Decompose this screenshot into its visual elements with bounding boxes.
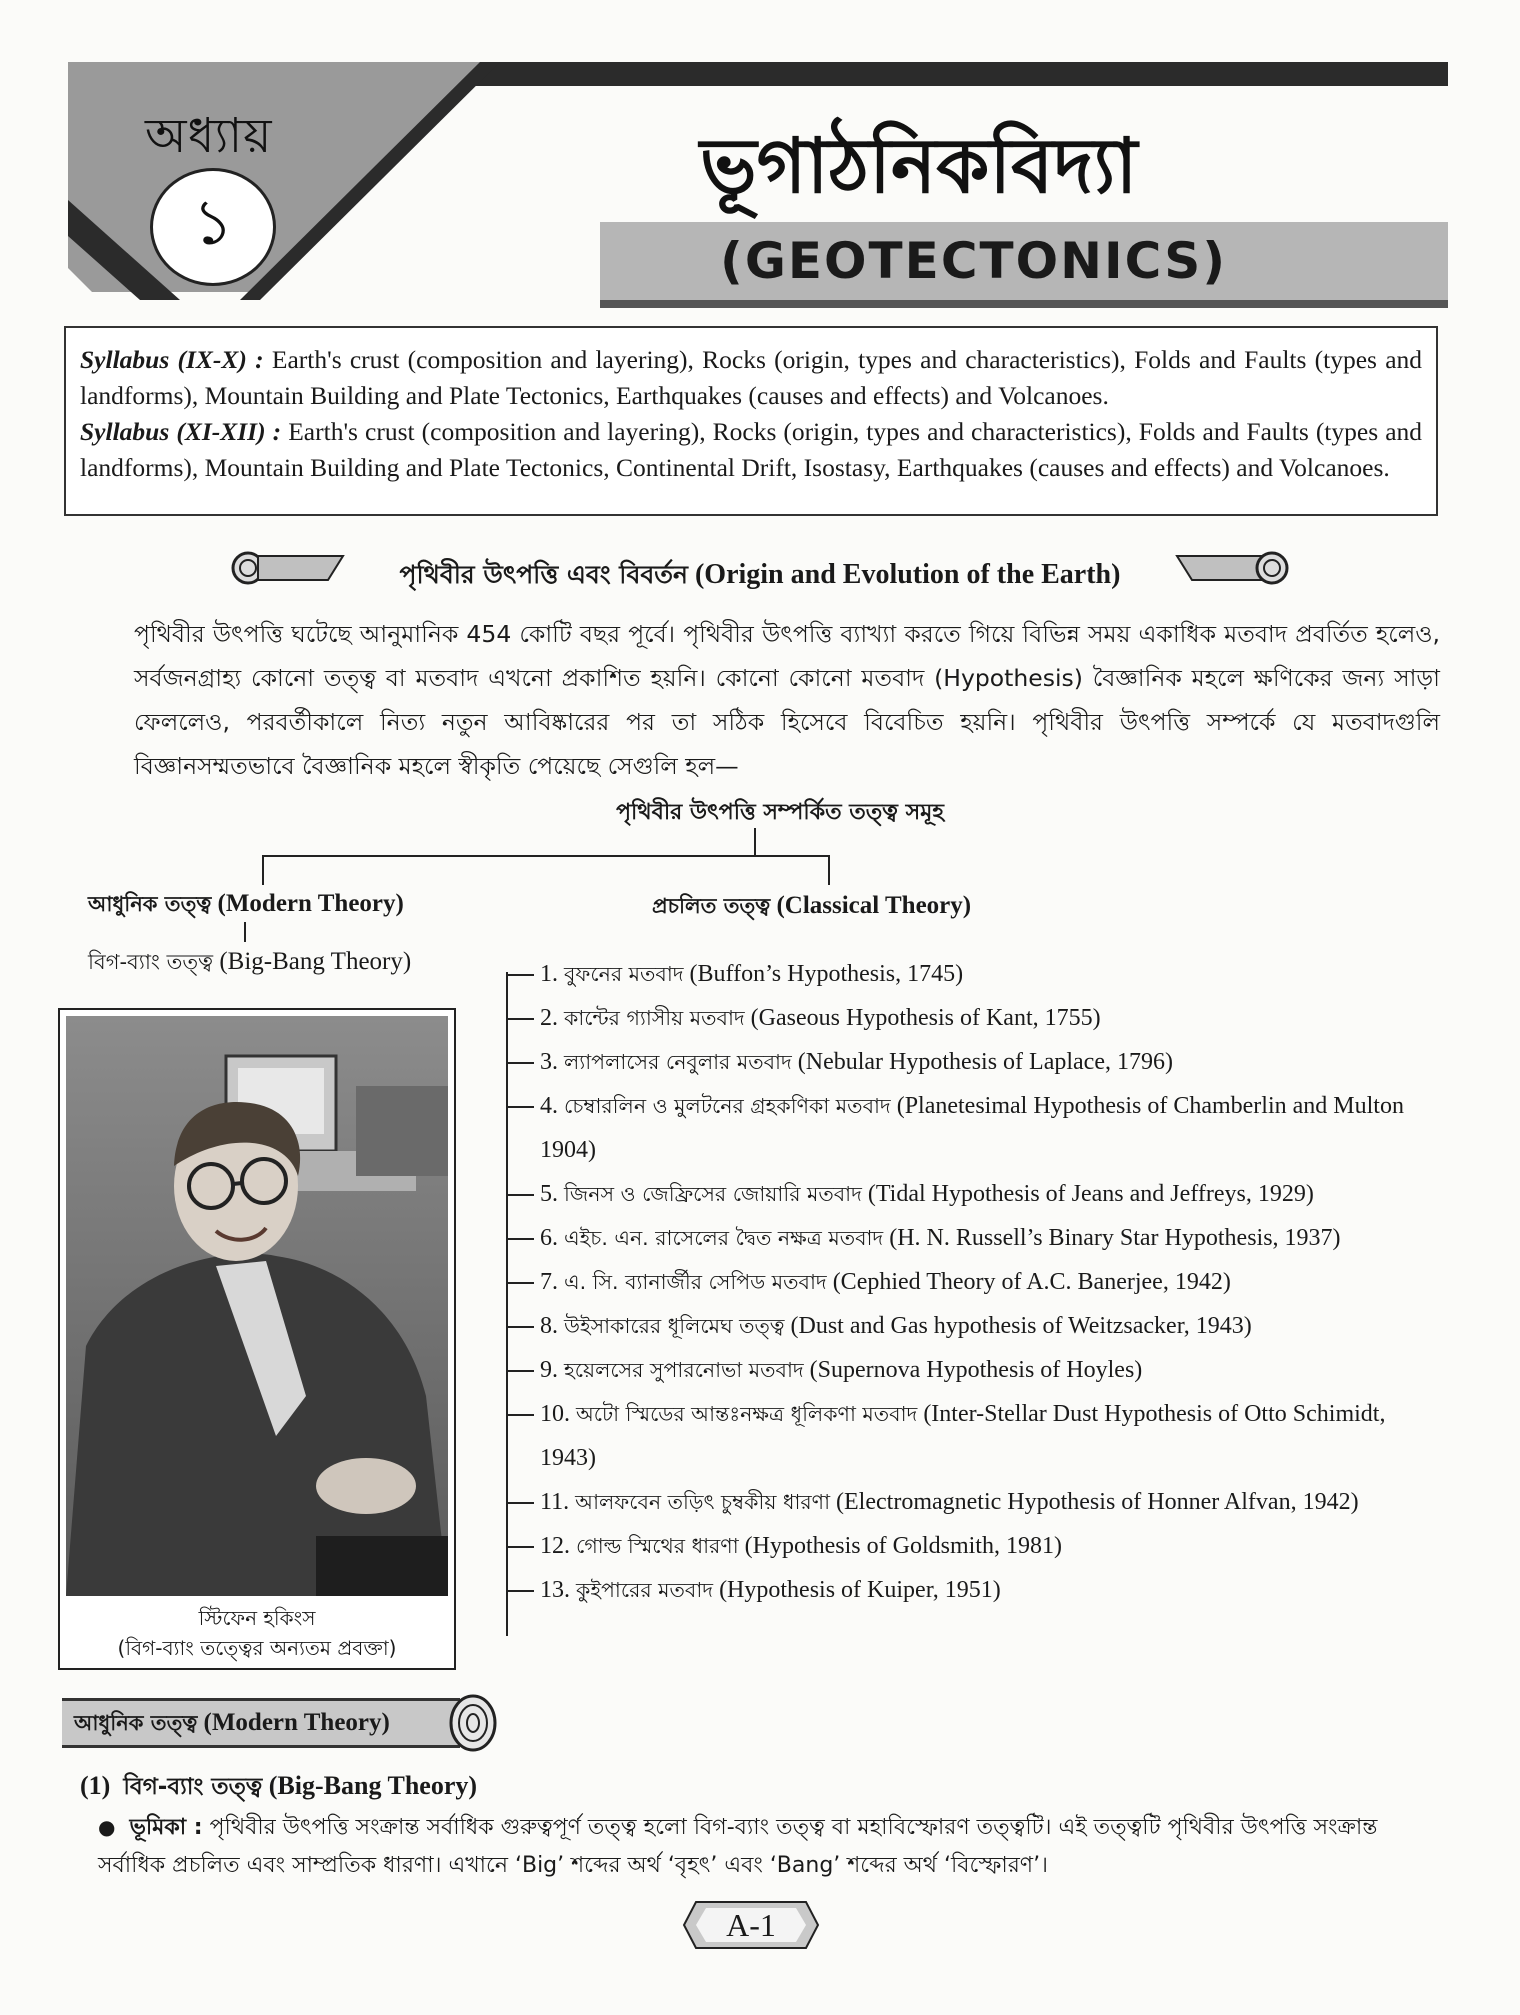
- item-name-en: (Cephied Theory of A.C. Banerjee, 1942): [832, 1269, 1231, 1295]
- syllabus-label: Syllabus (IX-X) :: [80, 345, 264, 374]
- tree-connector: [262, 855, 264, 885]
- chapter-title-bn: ভূগাঠনিকবিদ্যা: [700, 121, 1138, 210]
- item-number: 8.: [540, 1313, 558, 1339]
- photo-caption-name: স্টিফেন হকিংস: [198, 1606, 316, 1630]
- item-name-en: (Electromagnetic Hypothesis of Honner Alfvan, 1942): [836, 1489, 1359, 1515]
- tree-connector: [262, 855, 830, 857]
- modern-theory-heading: [88, 888, 404, 923]
- scroll-roll-icon: [446, 1692, 500, 1754]
- item-number: 13.: [540, 1577, 570, 1603]
- list-item: [506, 1304, 1426, 1348]
- modern-theory-en: (Modern Theory): [217, 890, 404, 917]
- syllabus-text: Earth's crust (composition and layering), Rocks (origin, types and characteristics), Folds and Faults (types and landforms), Mountain Building and Plate Tectonics, Earthquakes (causes and effects) and Volcanoes.: [80, 345, 1423, 410]
- item-number: 12.: [540, 1533, 570, 1559]
- item-number: 4.: [540, 1093, 558, 1119]
- syllabus-ix-x: [80, 342, 1422, 414]
- modern-theory-bn: আধুনিক তত্ত্ব: [88, 892, 212, 916]
- item-name-bn: গোল্ড স্মিথের ধারণা: [576, 1534, 739, 1558]
- item-number: 1.: [540, 961, 558, 987]
- chapter-label: অধ্যায়: [145, 108, 273, 164]
- tree-connector: [828, 855, 830, 885]
- item-name-en: (Inter-Stellar Dust Hypothesis of Otto Schimidt, 1943): [540, 1401, 1386, 1471]
- item-name-bn: এ. সি. ব্যানার্জীর সেপিড মতবাদ: [564, 1270, 827, 1294]
- classical-hypotheses-list: [506, 952, 1426, 1612]
- item-name-bn: কান্টের গ্যাসীয় মতবাদ: [564, 1006, 745, 1030]
- syllabus-xi-xii: [80, 414, 1422, 486]
- classical-theory-bn: প্রচলিত তত্ত্ব: [652, 894, 771, 918]
- item-name-bn: ল্যাপলাসের নেবুলার মতবাদ: [564, 1050, 792, 1074]
- bigbang-intro: [98, 1808, 1448, 1885]
- page-number: A-1: [726, 1906, 776, 1943]
- item-name-en: (Supernova Hypothesis of Hoyles): [809, 1357, 1143, 1383]
- section-title-bn: পৃথিবীর উৎপত্তি এবং বিবর্তন: [399, 560, 688, 589]
- item-number: 11.: [540, 1489, 570, 1515]
- list-item: [506, 996, 1426, 1040]
- item-name-en: (Tidal Hypothesis of Jeans and Jeffreys, 1929): [867, 1181, 1314, 1207]
- chapter-title-en: (GEOTECTONICS): [720, 232, 1228, 290]
- bigbang-bn: বিগ-ব্যাং তত্ত্ব: [88, 950, 214, 974]
- chapter-header: [0, 0, 1520, 320]
- item-number: 10.: [540, 1401, 570, 1427]
- item-name-bn: আলফবেন তড়িৎ চুম্বকীয় ধারণা: [575, 1490, 831, 1514]
- item-name-bn: জিনস ও জেফ্রিসের জোয়ারি মতবাদ: [564, 1182, 862, 1206]
- item-name-en: (Hypothesis of Goldsmith, 1981): [744, 1533, 1062, 1559]
- list-item: [506, 1348, 1426, 1392]
- item-number: 7.: [540, 1269, 558, 1295]
- hawking-photo: [66, 1016, 448, 1596]
- bigbang-en: (Big-Bang Theory): [219, 948, 412, 975]
- hawking-photo-frame: [58, 1008, 456, 1670]
- list-item: [506, 1392, 1426, 1480]
- list-item: [506, 1040, 1426, 1084]
- syllabus-box: [64, 326, 1438, 516]
- item-name-en: (Planetesimal Hypothesis of Chamberlin and Multon 1904): [540, 1093, 1404, 1163]
- item-name-bn: এইচ. এন. রাসেলের দ্বৈত নক্ষত্র মতবাদ: [564, 1226, 884, 1250]
- bigbang-section-title: [80, 1768, 477, 1807]
- item-name-bn: চেম্বারলিন ও মুলটনের গ্রহকণিকা মতবাদ: [564, 1094, 891, 1118]
- item-name-bn: অটো স্মিডের আন্তঃনক্ষত্র ধূলিকণা মতবাদ: [576, 1402, 918, 1426]
- item-name-en: (Hypothesis of Kuiper, 1951): [719, 1577, 1001, 1603]
- bigbang-section-title-bn: বিগ-ব্যাং তত্ত্ব: [123, 1774, 263, 1800]
- syllabus-label: Syllabus (XI-XII) :: [80, 417, 282, 446]
- intro-text: পৃথিবীর উৎপত্তি সংক্রান্ত সর্বাধিক গুরুত্বপূর্ণ তত্ত্ব হলো বিগ-ব্যাং তত্ত্ব বা মহাবিস্ফোরণ তত্ত্বটি। এই তত্ত্বটি পৃথিবীর উৎপত্তি সংক্রান্ত সর্বাধিক প্রচলিত এবং সাম্প্রতিক ধারণা। এখানে ‘Big’ শব্দের অর্থ ‘বৃহৎ’ এবং ‘Bang’ শব্দের অর্থ ‘বিস্ফোরণ’।: [98, 1815, 1378, 1878]
- tree-connector: [244, 922, 246, 942]
- list-item: [506, 1524, 1426, 1568]
- section-title: [355, 555, 1165, 598]
- item-name-en: (H. N. Russell’s Binary Star Hypothesis, 1937): [889, 1225, 1341, 1251]
- classical-theory-heading: [652, 890, 971, 925]
- item-name-bn: বুফনের মতবাদ: [564, 962, 684, 986]
- intro-paragraph: পৃথিবীর উৎপত্তি ঘটেছে আনুমানিক 454 কোটি বছর পূর্বে। পৃথিবীর উৎপত্তি ব্যাখ্যা করতে গিয়ে বিভিন্ন সময় একাধিক মতবাদ প্রবর্তিত হলেও, সর্বজনগ্রাহ্য কোনো তত্ত্ব বা মতবাদ এখনো প্রকাশিত হয়নি। কোনো কোনো মতবাদ (Hypothesis) বৈজ্ঞানিক মহলে ক্ষণিকের জন্য সাড়া ফেললেও, পরবর্তীকালে নিত্য নতুন আবিষ্কারের পর তা সঠিক হিসেবে বিবেচিত হয়নি। পৃথিবীর উৎপত্তি সম্পর্কে যে মতবাদগুলি বিজ্ঞানসম্মতভাবে বৈজ্ঞানিক মহলে স্বীকৃতি পেয়েছে সেগুলি হল—: [134, 620, 1440, 780]
- theories-root-label: পৃথিবীর উৎপত্তি সম্পর্কিত তত্ত্ব সমূহ: [616, 800, 944, 825]
- scroll-ornament-right-icon: [1172, 548, 1292, 588]
- item-name-en: (Gaseous Hypothesis of Kant, 1755): [750, 1005, 1101, 1031]
- item-number: 3.: [540, 1049, 558, 1075]
- item-name-bn: হয়েলসের সুপারনোভা মতবাদ: [564, 1358, 804, 1382]
- bigbang-section-title-en: (Big-Bang Theory): [268, 1771, 478, 1800]
- item-number: 5.: [540, 1181, 558, 1207]
- bigbang-section-number: (1): [80, 1771, 111, 1800]
- tree-connector: [754, 828, 756, 856]
- modern-banner-en: (Modern Theory): [203, 1709, 390, 1736]
- list-item: [506, 1216, 1426, 1260]
- intro-label: ভূমিকা :: [129, 1815, 203, 1840]
- list-item: [506, 1568, 1426, 1612]
- list-item: [506, 1084, 1426, 1172]
- modern-theory-banner: [62, 1698, 460, 1748]
- item-name-bn: উইসাকারের ধূলিমেঘ তত্ত্ব: [564, 1314, 785, 1338]
- list-item: [506, 1260, 1426, 1304]
- item-number: 6.: [540, 1225, 558, 1251]
- item-name-bn: কুইপারের মতবাদ: [576, 1578, 714, 1602]
- item-number: 2.: [540, 1005, 558, 1031]
- item-number: 9.: [540, 1357, 558, 1383]
- item-name-en: (Dust and Gas hypothesis of Weitzsacker, 1943): [790, 1313, 1252, 1339]
- list-item: [506, 952, 1426, 996]
- chapter-number: ১: [150, 168, 276, 286]
- list-item: [506, 1480, 1426, 1524]
- bullet-icon: ●: [98, 1815, 116, 1839]
- classical-theory-en: (Classical Theory): [776, 892, 972, 919]
- syllabus-text: Earth's crust (composition and layering), Rocks (origin, types and characteristics), Folds and Faults (types and landforms), Mountain Building and Plate Tectonics, Continental Drift, Isostasy, Earthquakes (causes and effects) and Volcanoes.: [80, 417, 1423, 482]
- section-title-en: (Origin and Evolution of the Earth): [694, 559, 1121, 590]
- list-item: [506, 1172, 1426, 1216]
- photo-caption-note: (বিগ-ব্যাং তত্ত্বের অন্যতম প্রবক্তা): [117, 1636, 397, 1660]
- scroll-ornament-left-icon: [228, 548, 348, 588]
- modern-banner-bn: আধুনিক তত্ত্ব: [74, 1711, 198, 1735]
- item-name-en: (Nebular Hypothesis of Laplace, 1796): [797, 1049, 1173, 1075]
- item-name-en: (Buffon’s Hypothesis, 1745): [689, 961, 964, 987]
- bigbang-theory-item: [88, 946, 411, 981]
